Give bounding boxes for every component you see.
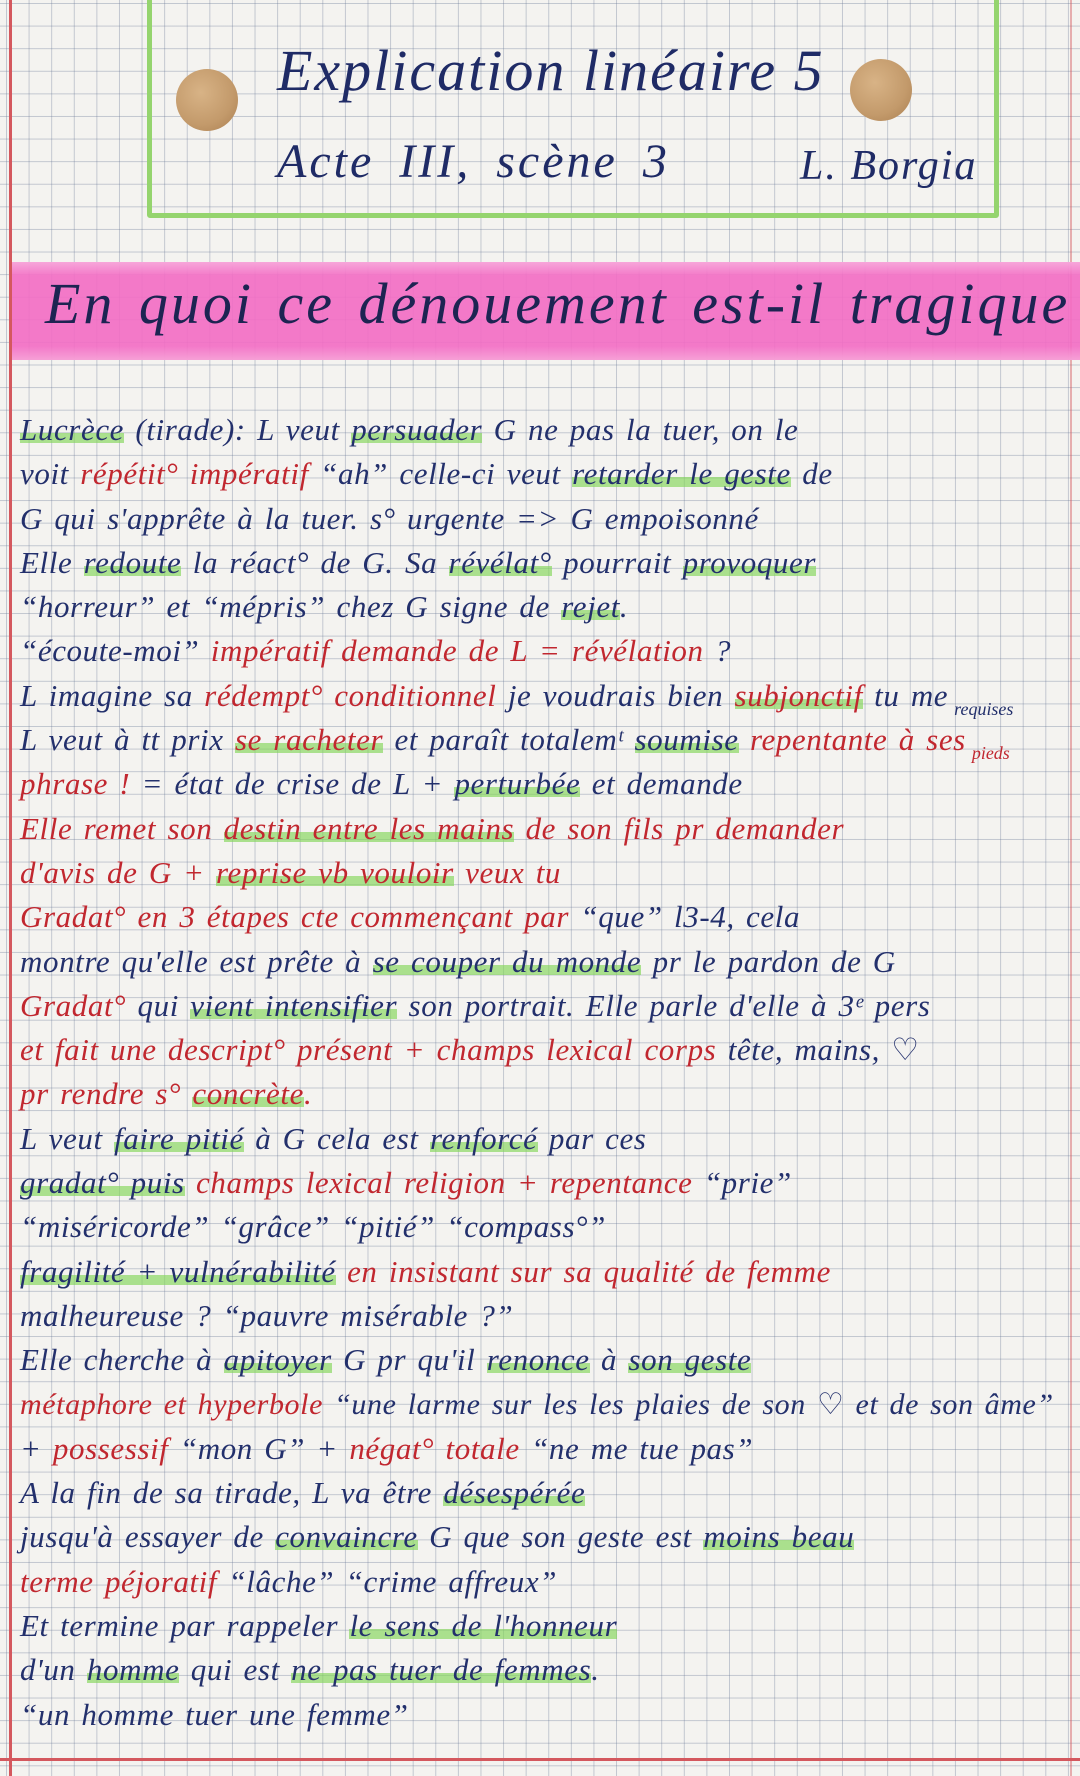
note-text: “miséricorde” “grâce” “pitié” “compass°” <box>20 1209 606 1245</box>
note-line-21 <box>20 1294 1065 1338</box>
note-line-1 <box>20 408 1065 452</box>
note-line-3 <box>20 497 1065 541</box>
red-ink-term: métaphore et hyperbole <box>20 1387 323 1421</box>
note-text: jusqu'à essayer de <box>20 1519 276 1555</box>
note-line-text <box>20 452 833 496</box>
note-text: . <box>619 589 629 625</box>
red-ink-term: d'avis de G + <box>20 854 217 890</box>
note-text: G qui s'apprête à la tuer. s° urgente => G empoisonné <box>20 500 759 536</box>
red-ink-term-highlighted: subjonctif <box>734 677 863 713</box>
note-text: L imagine sa <box>20 677 205 713</box>
red-ink-term-highlighted: destin entre les mains <box>223 810 515 846</box>
note-text: à <box>589 1342 629 1378</box>
note-line-text <box>20 1560 557 1604</box>
note-line-6 <box>20 629 1065 673</box>
note-text: voit <box>20 456 81 492</box>
author-name: L. Borgia <box>800 143 978 189</box>
note-line-15 <box>20 1028 1065 1072</box>
red-ink-term: phrase ! <box>20 766 131 802</box>
note-line-text <box>20 1693 409 1737</box>
red-ink-term: repentante à ses <box>738 722 966 758</box>
note-line-25 <box>20 1471 1065 1515</box>
note-text: ? <box>703 633 732 669</box>
note-line-text <box>20 1515 854 1559</box>
red-ink-term: . <box>303 1076 313 1112</box>
note-text: A la fin de sa tirade, L va être <box>20 1475 444 1511</box>
note-line-22 <box>20 1338 1065 1382</box>
note-line-11 <box>20 851 1065 895</box>
punch-hole-right <box>850 59 912 121</box>
notes-body <box>20 408 1065 1737</box>
note-line-text <box>20 1028 920 1072</box>
note-line-text <box>20 1072 312 1116</box>
note-line-26 <box>20 1515 1065 1559</box>
margin-annotation: pieds <box>971 743 1010 764</box>
note-text: tu me <box>862 677 949 713</box>
note-line-10 <box>20 807 1065 851</box>
note-text: “écoute-moi” <box>20 633 211 669</box>
note-line-text <box>20 629 731 673</box>
note-line-13 <box>20 940 1065 984</box>
note-text: pourrait <box>551 544 683 580</box>
note-text: tête, mains, ♡ <box>716 1032 920 1068</box>
note-text-highlighted: moins beau <box>703 1519 855 1555</box>
note-line-text <box>20 1383 1054 1427</box>
note-text: je voudrais bien <box>496 677 735 713</box>
note-line-23 <box>20 1383 1065 1427</box>
note-text: son portrait. Elle parle d'elle à 3ᵉ pers <box>397 987 931 1023</box>
red-ink-term: Elle remet son <box>20 810 224 846</box>
note-text-highlighted: homme <box>86 1652 180 1688</box>
note-text: + <box>20 1430 53 1466</box>
note-text: qui est <box>179 1652 292 1688</box>
note-line-text <box>20 851 561 895</box>
note-text-highlighted: fragilité + vulnérabilité <box>20 1253 336 1289</box>
note-line-2 <box>20 452 1065 496</box>
note-text: “une larme sur les les plaies de son ♡ et de son âme” <box>323 1387 1054 1421</box>
note-text-highlighted: vient intensifier <box>190 987 398 1023</box>
note-line-16 <box>20 1072 1065 1116</box>
note-line-14 <box>20 984 1065 1028</box>
note-text: Elle cherche à <box>20 1342 224 1378</box>
note-text-highlighted: retarder le geste <box>572 456 791 492</box>
note-line-text <box>20 1471 585 1515</box>
note-text-highlighted: ne pas tuer de femmes <box>291 1652 592 1688</box>
red-ink-term: veux tu <box>453 854 562 890</box>
red-ink-term: de son fils pr demander <box>514 810 845 846</box>
note-text: G pr qu'il <box>331 1342 487 1378</box>
red-ink-term: champs lexical religion + repentance <box>184 1165 693 1201</box>
note-text: à G cela est <box>243 1120 430 1156</box>
red-ink-term-highlighted: reprise vb vouloir <box>216 854 454 890</box>
note-text: la réact° de G. Sa <box>181 544 449 580</box>
note-line-17 <box>20 1117 1065 1161</box>
act-scene-label: Acte III, scène 3 <box>277 135 670 188</box>
note-text: “prie” <box>692 1165 792 1201</box>
note-text: par ces <box>537 1120 647 1156</box>
note-text: L veut <box>20 1120 115 1156</box>
note-text: “ah” celle-ci veut <box>308 456 573 492</box>
note-text: “horreur” et “mépris” chez G signe de <box>20 589 562 625</box>
note-text-highlighted: gradat° puis <box>20 1165 185 1201</box>
note-line-text <box>20 807 844 851</box>
note-line-text <box>20 1117 646 1161</box>
note-line-7 <box>20 674 1065 718</box>
red-ink-term: terme péjoratif <box>20 1563 218 1599</box>
note-text-highlighted: se couper du monde <box>372 943 642 979</box>
note-line-12 <box>20 895 1065 939</box>
note-text-highlighted: son geste <box>628 1342 752 1378</box>
note-text: pr le pardon de G <box>641 943 896 979</box>
note-text-highlighted: renonce <box>486 1342 590 1378</box>
note-text-highlighted: faire pitié <box>114 1120 244 1156</box>
note-text-highlighted: renforcé <box>429 1120 538 1156</box>
red-ink-term: Gradat° <box>20 987 127 1023</box>
red-ink-term: répétit° impératif <box>80 456 309 492</box>
note-line-text <box>20 1604 617 1648</box>
note-line-24 <box>20 1427 1065 1471</box>
question-highlight-banner <box>12 262 1080 360</box>
note-text-highlighted: apitoyer <box>223 1342 332 1378</box>
note-text: “lâche” “crime affreux” <box>217 1563 558 1599</box>
red-ink-term-highlighted: concrète <box>192 1076 304 1112</box>
note-line-text <box>20 497 759 541</box>
red-ink-term: négat° totale <box>349 1430 520 1466</box>
note-text-highlighted: soumise <box>634 722 739 758</box>
note-text-highlighted: le sens de l'honneur <box>349 1608 618 1644</box>
note-text: Elle <box>20 544 84 580</box>
note-line-text <box>20 895 800 939</box>
page-title: Explication linéaire 5 <box>277 38 825 103</box>
bottom-margin-line <box>0 1758 1080 1761</box>
punch-hole-left <box>176 69 238 131</box>
note-text-highlighted: persuader <box>351 412 483 447</box>
note-line-text <box>20 408 798 452</box>
note-line-text <box>20 984 930 1028</box>
note-text: “un homme tuer une femme” <box>20 1696 409 1732</box>
red-ink-term: pr rendre s° <box>20 1076 193 1112</box>
note-text: qui <box>126 987 191 1023</box>
note-text: (tirade): L veut <box>124 412 352 447</box>
margin-annotation: requises <box>954 698 1014 719</box>
note-line-text <box>20 1250 831 1294</box>
note-text: = état de crise de L + <box>130 766 455 802</box>
red-ink-term: possessif <box>52 1430 169 1466</box>
red-ink-term: rédempt° conditionnel <box>204 677 497 713</box>
red-ink-term: en insistant sur sa qualité de femme <box>335 1253 831 1289</box>
note-text: d'un <box>20 1652 87 1688</box>
note-text: G que son geste est <box>417 1519 704 1555</box>
note-line-text <box>20 585 628 629</box>
note-text: de <box>790 456 833 492</box>
note-text: et paraît totalemᵗ <box>383 722 635 758</box>
red-ink-term: et fait une descript° présent + champs lexical corps <box>20 1032 717 1068</box>
note-line-30 <box>20 1693 1065 1737</box>
note-text-highlighted: désespérée <box>443 1475 586 1511</box>
note-line-27 <box>20 1560 1065 1604</box>
note-line-29 <box>20 1648 1065 1692</box>
note-text-highlighted: redoute <box>83 544 182 580</box>
note-line-19 <box>20 1205 1065 1249</box>
note-text-highlighted: provoquer <box>682 544 817 580</box>
red-ink-term-highlighted: se racheter <box>234 722 384 758</box>
note-line-18 <box>20 1161 1065 1205</box>
note-text-highlighted: révélat° <box>448 544 552 580</box>
note-line-20 <box>20 1250 1065 1294</box>
note-text: . <box>591 1652 600 1688</box>
note-line-28 <box>20 1604 1065 1648</box>
note-line-text <box>20 1648 600 1692</box>
note-line-text <box>20 1294 513 1338</box>
note-text-highlighted: perturbée <box>454 766 581 802</box>
problematic-question: En quoi ce dénouement est-il tragique <box>45 271 1071 336</box>
red-ink-term: Gradat° en 3 étapes cte commençant par <box>20 899 570 935</box>
note-text-highlighted: Lucrèce <box>20 412 125 447</box>
note-text: Et termine par rappeler <box>20 1608 350 1644</box>
note-text: “que” l3-4, cela <box>569 899 801 935</box>
note-text: G ne pas la tuer, on le <box>482 412 799 447</box>
note-text: montre qu'elle est prête à <box>20 943 373 979</box>
note-text: et demande <box>580 766 743 802</box>
note-text: L veut à tt prix <box>20 722 235 758</box>
note-text: malheureuse ? “pauvre misérable ?” <box>20 1297 514 1333</box>
note-text: “mon G” + <box>168 1430 350 1466</box>
note-line-text <box>20 1161 792 1205</box>
note-text-highlighted: rejet <box>561 589 620 625</box>
note-line-text <box>20 1427 753 1471</box>
note-line-5 <box>20 585 1065 629</box>
note-line-text <box>20 940 896 984</box>
note-line-4 <box>20 541 1065 585</box>
note-line-8 <box>20 718 1065 762</box>
red-ink-term: impératif demande de L = révélation <box>210 633 704 669</box>
note-text-highlighted: convaincre <box>275 1519 418 1555</box>
note-line-text <box>20 762 743 806</box>
note-line-text <box>20 1205 606 1249</box>
note-line-text <box>20 1338 751 1382</box>
note-line-text <box>20 541 816 585</box>
note-text: “ne me tue pas” <box>519 1430 754 1466</box>
